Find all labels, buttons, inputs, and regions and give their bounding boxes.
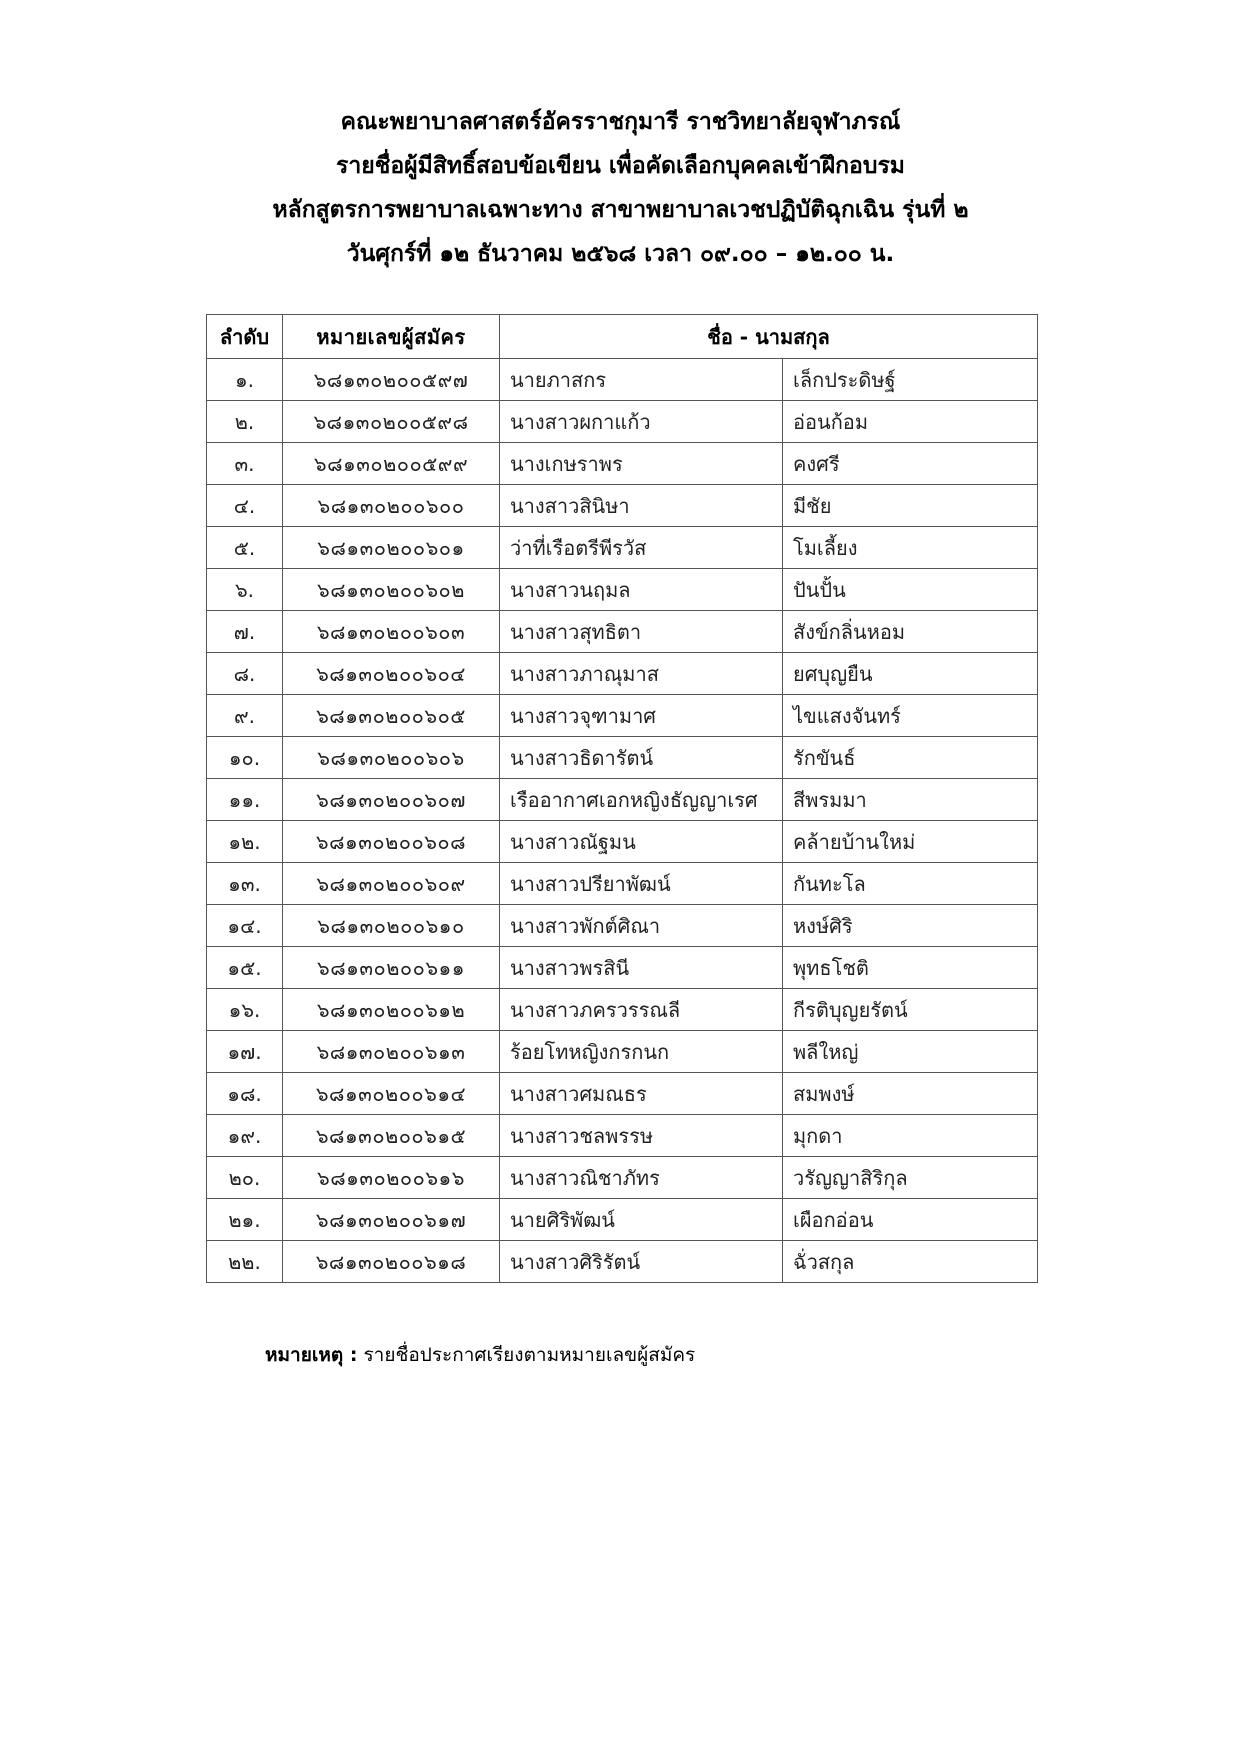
first-name: นางสาวณิชาภัทร xyxy=(500,1157,783,1199)
document-header xyxy=(0,100,1241,276)
applicant-id: ๖๘๑๓๐๒๐๐๖๐๓ xyxy=(283,611,500,653)
table-row xyxy=(207,1241,1038,1283)
applicant-id: ๖๘๑๓๐๒๐๐๖๐๖ xyxy=(283,737,500,779)
first-name: นางสาวผกาแก้ว xyxy=(500,401,783,443)
footnote xyxy=(265,1340,695,1370)
row-number: ๙. xyxy=(207,695,283,737)
table-row xyxy=(207,527,1038,569)
last-name: วรัญญาสิริกุล xyxy=(783,1157,1038,1199)
first-name: ร้อยโทหญิงกรกนก xyxy=(500,1031,783,1073)
table-row xyxy=(207,737,1038,779)
first-name: นางสาวภครวรรณลี xyxy=(500,989,783,1031)
row-number: ๑๑. xyxy=(207,779,283,821)
applicant-id: ๖๘๑๓๐๒๐๐๖๐๙ xyxy=(283,863,500,905)
last-name: พุทธโชติ xyxy=(783,947,1038,989)
header-line-program: หลักสูตรการพยาบาลเฉพาะทาง สาขาพยาบาลเวชปฏิบัติฉุกเฉิน รุ่นที่ ๒ xyxy=(272,197,969,223)
last-name: โมเลี้ยง xyxy=(783,527,1038,569)
last-name: หงษ์ศิริ xyxy=(783,905,1038,947)
last-name: สมพงษ์ xyxy=(783,1073,1038,1115)
first-name: นางสาวปรียาพัฒน์ xyxy=(500,863,783,905)
last-name: เผือกอ่อน xyxy=(783,1199,1038,1241)
applicant-id: ๖๘๑๓๐๒๐๐๖๐๔ xyxy=(283,653,500,695)
footnote-text: รายชื่อประกาศเรียงตามหมายเลขผู้สมัคร xyxy=(357,1344,696,1366)
last-name: ไขแสงจันทร์ xyxy=(783,695,1038,737)
table-row xyxy=(207,1157,1038,1199)
table-row xyxy=(207,1073,1038,1115)
table-row xyxy=(207,485,1038,527)
row-number: ๑. xyxy=(207,359,283,401)
row-number: ๖. xyxy=(207,569,283,611)
last-name: รักขันธ์ xyxy=(783,737,1038,779)
first-name: นางสาวณัฐมน xyxy=(500,821,783,863)
applicant-id: ๖๘๑๓๐๒๐๐๖๑๓ xyxy=(283,1031,500,1073)
row-number: ๑๕. xyxy=(207,947,283,989)
row-number: ๒๑. xyxy=(207,1199,283,1241)
row-number: ๑๐. xyxy=(207,737,283,779)
applicant-id: ๖๘๑๓๐๒๐๐๖๑๑ xyxy=(283,947,500,989)
table-body xyxy=(207,359,1038,1283)
table-row xyxy=(207,1199,1038,1241)
table-row xyxy=(207,821,1038,863)
applicant-id: ๖๘๑๓๐๒๐๐๕๙๘ xyxy=(283,401,500,443)
applicant-id: ๖๘๑๓๐๒๐๐๖๐๑ xyxy=(283,527,500,569)
row-number: ๒. xyxy=(207,401,283,443)
first-name: นางสาวสินิษา xyxy=(500,485,783,527)
row-number: ๒๐. xyxy=(207,1157,283,1199)
first-name: นางสาวจุฑามาศ xyxy=(500,695,783,737)
applicant-id: ๖๘๑๓๐๒๐๐๕๙๙ xyxy=(283,443,500,485)
applicant-id: ๖๘๑๓๐๒๐๐๖๐๕ xyxy=(283,695,500,737)
last-name: เล็กประดิษฐ์ xyxy=(783,359,1038,401)
applicant-id: ๖๘๑๓๐๒๐๐๖๐๒ xyxy=(283,569,500,611)
footnote-label: หมายเหตุ : xyxy=(265,1344,358,1366)
first-name: นางเกษราพร xyxy=(500,443,783,485)
applicant-id: ๖๘๑๓๐๒๐๐๖๑๖ xyxy=(283,1157,500,1199)
table-row xyxy=(207,779,1038,821)
row-number: ๑๘. xyxy=(207,1073,283,1115)
applicant-id: ๖๘๑๓๐๒๐๐๖๑๒ xyxy=(283,989,500,1031)
last-name: มีชัย xyxy=(783,485,1038,527)
last-name: มุกดา xyxy=(783,1115,1038,1157)
applicant-id: ๖๘๑๓๐๒๐๐๖๐๗ xyxy=(283,779,500,821)
first-name: เรืออากาศเอกหญิงธัญญาเรศ xyxy=(500,779,783,821)
column-header-name: ชื่อ - นามสกุล xyxy=(500,315,1038,359)
last-name: พลีใหญ่ xyxy=(783,1031,1038,1073)
first-name: นางสาวพักต์ศิณา xyxy=(500,905,783,947)
first-name: นางสาวศิริรัตน์ xyxy=(500,1241,783,1283)
row-number: ๑๙. xyxy=(207,1115,283,1157)
row-number: ๔. xyxy=(207,485,283,527)
table-row xyxy=(207,947,1038,989)
table-row xyxy=(207,653,1038,695)
applicant-id: ๖๘๑๓๐๒๐๐๖๐๐ xyxy=(283,485,500,527)
last-name: สังข์กลิ่นหอม xyxy=(783,611,1038,653)
row-number: ๗. xyxy=(207,611,283,653)
row-number: ๑๔. xyxy=(207,905,283,947)
row-number: ๑๗. xyxy=(207,1031,283,1073)
first-name: นายศิริพัฒน์ xyxy=(500,1199,783,1241)
table-row xyxy=(207,359,1038,401)
last-name: อ่อนก้อม xyxy=(783,401,1038,443)
last-name: กีรติบุญยรัตน์ xyxy=(783,989,1038,1031)
first-name: นางสาวสุทธิตา xyxy=(500,611,783,653)
row-number: ๓. xyxy=(207,443,283,485)
first-name: นายภาสกร xyxy=(500,359,783,401)
column-header-no: ลำดับ xyxy=(207,315,283,359)
header-line-title: รายชื่อผู้มีสิทธิ์สอบข้อเขียน เพื่อคัดเลือกบุคคลเข้าฝึกอบรม xyxy=(336,153,905,179)
table-row xyxy=(207,401,1038,443)
last-name: ฉั่วสกุล xyxy=(783,1241,1038,1283)
last-name: คงศรี xyxy=(783,443,1038,485)
row-number: ๑๓. xyxy=(207,863,283,905)
last-name: สีพรมมา xyxy=(783,779,1038,821)
applicant-id: ๖๘๑๓๐๒๐๐๖๐๘ xyxy=(283,821,500,863)
column-header-applicant-id: หมายเลขผู้สมัคร xyxy=(283,315,500,359)
header-line-institution: คณะพยาบาลศาสตร์อัครราชกุมารี ราชวิทยาลัยจุฬาภรณ์ xyxy=(340,109,901,135)
table-row xyxy=(207,863,1038,905)
table-row xyxy=(207,569,1038,611)
applicant-id: ๖๘๑๓๐๒๐๐๖๑๔ xyxy=(283,1073,500,1115)
first-name: ว่าที่เรือตรีพีรวัส xyxy=(500,527,783,569)
row-number: ๑๒. xyxy=(207,821,283,863)
applicant-table xyxy=(206,314,1038,1283)
first-name: นางสาวธิดารัตน์ xyxy=(500,737,783,779)
applicant-id: ๖๘๑๓๐๒๐๐๖๑๐ xyxy=(283,905,500,947)
table-row xyxy=(207,443,1038,485)
last-name: ยศบุญยืน xyxy=(783,653,1038,695)
row-number: ๘. xyxy=(207,653,283,695)
last-name: กันทะโล xyxy=(783,863,1038,905)
row-number: ๒๒. xyxy=(207,1241,283,1283)
table-header-row xyxy=(207,315,1038,359)
table-row xyxy=(207,1031,1038,1073)
last-name: คล้ายบ้านใหม่ xyxy=(783,821,1038,863)
first-name: นางสาวภาณุมาส xyxy=(500,653,783,695)
applicant-id: ๖๘๑๓๐๒๐๐๕๙๗ xyxy=(283,359,500,401)
applicant-id: ๖๘๑๓๐๒๐๐๖๑๕ xyxy=(283,1115,500,1157)
first-name: นางสาวชลพรรษ xyxy=(500,1115,783,1157)
row-number: ๑๖. xyxy=(207,989,283,1031)
last-name: ปันปั้น xyxy=(783,569,1038,611)
table-row xyxy=(207,1115,1038,1157)
table-row xyxy=(207,905,1038,947)
table-row xyxy=(207,989,1038,1031)
first-name: นางสาวพรสินี xyxy=(500,947,783,989)
first-name: นางสาวศมณธร xyxy=(500,1073,783,1115)
applicant-id: ๖๘๑๓๐๒๐๐๖๑๗ xyxy=(283,1199,500,1241)
table-row xyxy=(207,611,1038,653)
applicant-id: ๖๘๑๓๐๒๐๐๖๑๘ xyxy=(283,1241,500,1283)
row-number: ๕. xyxy=(207,527,283,569)
first-name: นางสาวนฤมล xyxy=(500,569,783,611)
header-line-datetime: วันศุกร์ที่ ๑๒ ธันวาคม ๒๕๖๘ เวลา ๐๙.๐๐ – ๑๒.๐๐ น. xyxy=(346,241,895,267)
table-row xyxy=(207,695,1038,737)
